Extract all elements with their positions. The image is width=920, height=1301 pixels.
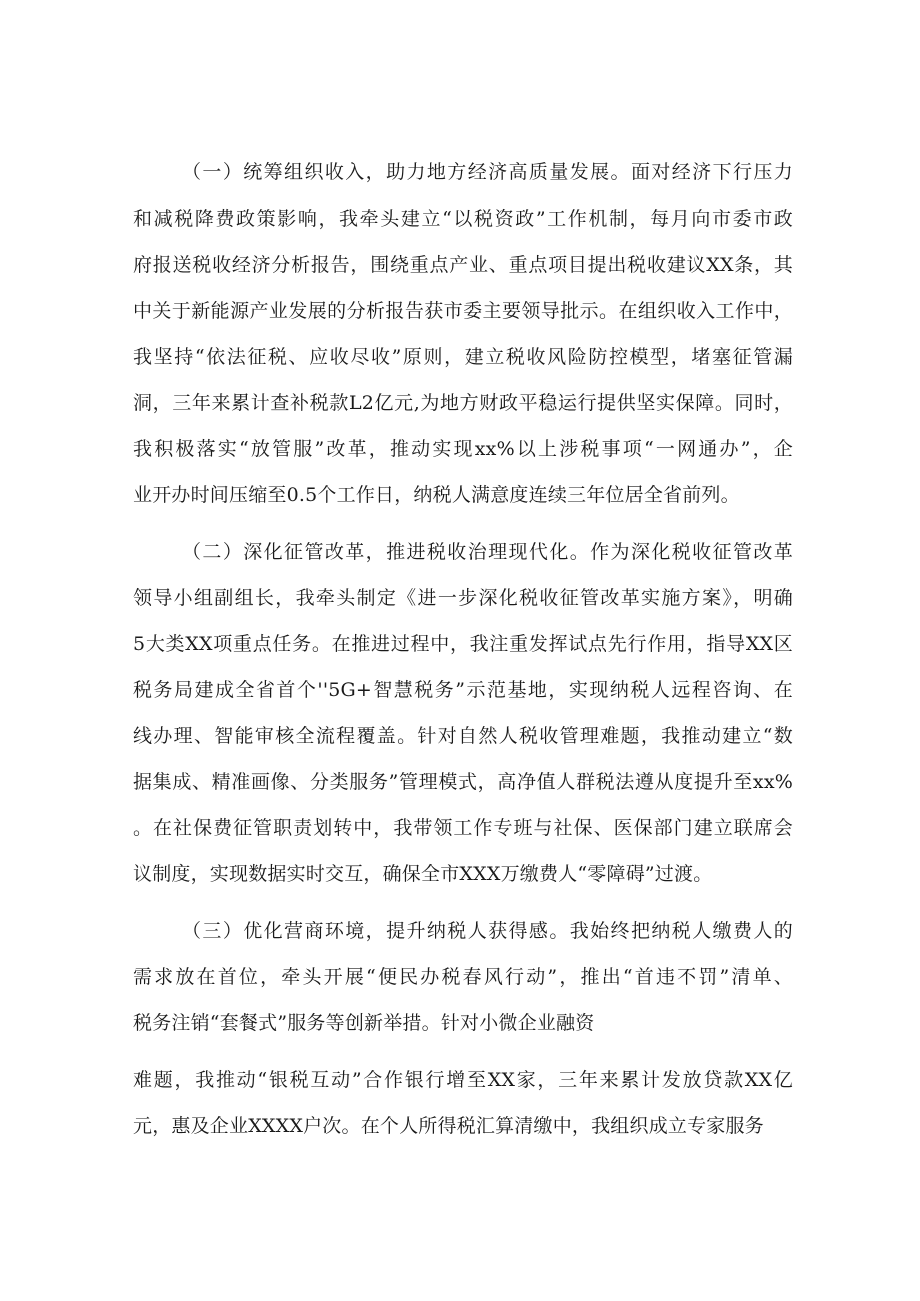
text-line: 据集成、精准画像、分类服务”管理模式，高净值人群税法遵从度提升至xx% (133, 771, 793, 793)
text-line: 税务局建成全省首个''5G+智慧税务”示范基地，实现纳税人远程咨询、在 (133, 679, 793, 701)
text-line: 线办理、智能审核全流程覆盖。针对自然人税收管理难题，我推动建立“数 (133, 725, 793, 747)
text-line: 需求放在首位，牵头开展“便民办税春风行动”，推出“首违不罚”清单、 (133, 966, 793, 988)
text-line: （三）优化营商环境，提升纳税人获得感。我始终把纳税人缴费人的 (182, 920, 793, 942)
text-line: 府报送税收经济分析报告，围绕重点产业、重点项目提出税收建议XX条，其 (133, 254, 793, 276)
text-line: 领导小组副组长，我牵头制定《进一步深化税收征管改革实施方案》，明确 (133, 587, 793, 609)
text-line: 业开办时间压缩至0.5个工作日，纳税人满意度连续三年位居全省前列。 (133, 484, 740, 506)
text-line: 中关于新能源产业发展的分析报告获市委主要领导批示。在组织收入工作中， (133, 300, 793, 322)
text-line: 难题，我推动“银税互动”合作银行增至XX家，三年来累计发放贷款XX亿 (133, 1069, 793, 1091)
text-line: 税务注销“套餐式”服务等创新举措。针对小微企业融资 (133, 1012, 595, 1034)
text-line: 元，惠及企业XXXX户次。在个人所得税汇算清缴中，我组织成立专家服务 (133, 1115, 764, 1137)
text-line: 和减税降费政策影响，我牵头建立“以税资政”工作机制，每月向市委市政 (133, 208, 793, 230)
text-line: 议制度，实现数据实时交互，确保全市XXX万缴费人“零障碍”过渡。 (133, 863, 713, 885)
text-line: 洞，三年来累计查补税款L2亿元,为地方财政平稳运行提供坚实保障。同时， (133, 392, 793, 414)
text-line: （一）统筹组织收入，助力地方经济高质量发展。面对经济下行压力 (182, 161, 793, 183)
text-line: 。在社保费征管职责划转中，我带领工作专班与社保、医保部门建立联席会 (133, 817, 793, 839)
text-line: （二）深化征管改革，推进税收治理现代化。作为深化税收征管改革 (182, 541, 793, 563)
text-line: 5大类XX项重点任务。在推进过程中，我注重发挥试点先行作用，指导XX区 (133, 633, 793, 655)
text-line: 我积极落实“放管服”改革，推动实现xx%以上涉税事项“一网通办”，企 (133, 438, 793, 460)
text-line: 我坚持“依法征税、应收尽收”原则，建立税收风险防控模型，堵塞征管漏 (133, 346, 793, 368)
